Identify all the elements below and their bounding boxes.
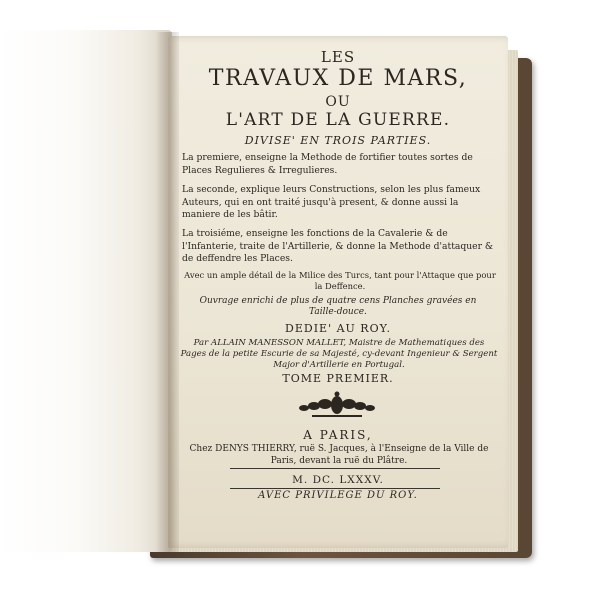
city: A PARIS, <box>303 428 373 442</box>
floral-ornament-icon <box>292 390 382 420</box>
avec-text: Avec un ample détail de la Milice des Turcs, tant pour l'Attaque que pour la Deffence. <box>184 270 496 291</box>
title-page <box>168 36 508 548</box>
subtitle-divise: DIVISE' EN TROIS PARTIES. <box>244 134 432 147</box>
title-travaux: TRAVAUX DE MARS, <box>208 66 468 91</box>
ouvrage-text: Ouvrage enrichi de plus de quatre cens Planches gravées en Taille-douce. <box>199 296 477 317</box>
gutter-shadow <box>155 32 179 552</box>
left-blank-page <box>0 30 172 552</box>
publication-year: M. DC. LXXXV. <box>292 474 384 486</box>
volume-label: TOME PREMIER. <box>282 372 394 385</box>
divider-bottom <box>230 488 440 489</box>
part-one-text: La premiere, enseigne la Methode de fortifier toutes sortes de Places Regulieres & Irregulieres. <box>182 152 473 176</box>
title-art: L'ART DE LA GUERRE. <box>225 110 451 130</box>
title-ou: OU <box>325 94 351 110</box>
divider-top <box>230 468 440 469</box>
part-two-text: La seconde, explique leurs Constructions, selon les plus fameux Auteurs, qui en ont traité jusqu'à present, & donne aussi la maniere de les bâtir. <box>182 184 481 220</box>
title-les: LES <box>320 48 356 66</box>
privilege: AVEC PRIVILEGE DU ROY. <box>258 490 418 501</box>
author-line: Par ALLAIN MANESSON MALLET, Maistre de Mathematiques des Pages de la petite Escurie de sa Majesté, cy-devant Ingenieur & Sergent Major d'Artillerie en Portugal. <box>180 338 498 370</box>
part-three-text: La troisiéme, enseigne les fonctions de la Cavalerie & de l'Infanterie, traite de l'Artillerie, & donne la Methode d'attaquer & de deffendre les Places. <box>182 228 494 264</box>
publisher: Chez DENYS THIERRY, ruë S. Jacques, à l'Enseigne de la Ville de Paris, devant la ruë du Plâtre. <box>189 444 489 466</box>
dedication: DEDIE' AU ROY. <box>285 322 391 335</box>
